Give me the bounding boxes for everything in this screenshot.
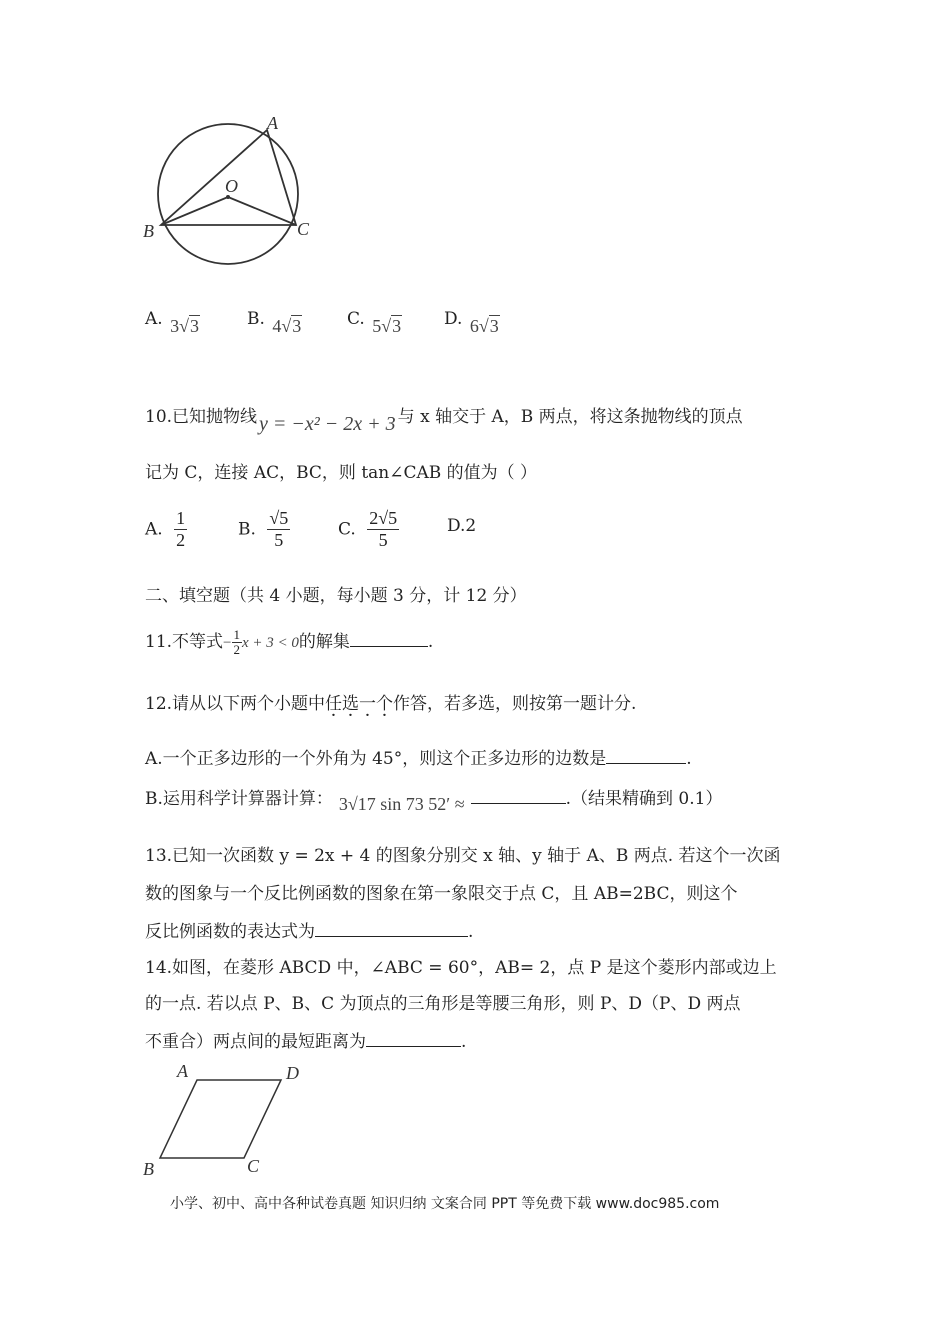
q10-option-c (338, 508, 399, 551)
frac-den: 2 (176, 530, 186, 550)
rhombus-abcd (160, 1080, 281, 1158)
q9-option-d: D. 6√3 (444, 309, 499, 336)
q11-answer-blank[interactable] (350, 628, 428, 647)
q12-suffix: 作答，若多选，则按第一题计分. (393, 694, 637, 714)
circle-figure (135, 105, 325, 280)
q11-suffix: 的解集 (298, 632, 350, 652)
radicand: 3 (489, 316, 499, 336)
q13-line2: 数的图象与一个反比例函数的图象在第一象限交于点 C，且 AB=2BC，则这个 (145, 884, 738, 904)
q12-b-formula: 3√17 sin 73 52′ ≈ (338, 794, 465, 814)
q10-formula: y = −x² − 2x + 3 (259, 413, 396, 435)
option-key: B. (238, 519, 256, 540)
q12-b-suffix: .（结果精确到 0.1） (565, 789, 723, 809)
q10-line1 (145, 404, 743, 435)
q14-line1: 14.如图，在菱形 ABCD 中，∠ABC = 60°，AB= 2，点 P 是这个菱形内部或边上 (145, 958, 777, 978)
q12-b-answer-blank[interactable] (471, 785, 566, 804)
q12-a-answer-blank[interactable] (606, 745, 686, 764)
q13-line3-text: 反比例函数的表达式为 (145, 922, 315, 942)
q11: 11.不等式− $\frac{1}{2}$ x + 3 < 0的解集 . (145, 627, 434, 657)
frac-den: 5 (274, 530, 284, 550)
q12-a: A.一个正多边形的一个外角为 45°，则这个正多边形的边数是 . (145, 745, 692, 771)
option-key: D. (444, 309, 463, 329)
q10-line2: 记为 C，连接 AC，BC，则 tan∠CAB 的值为（ ） (145, 463, 538, 483)
frac-num: √5 (269, 508, 289, 528)
q9-option-a: A. 3√3 (145, 309, 199, 336)
q12-a-text: A.一个正多边形的一个外角为 45°，则这个正多边形的边数是 (145, 749, 607, 769)
label-c: C (247, 1156, 260, 1176)
q10-prefix: 10.已知抛物线 (145, 407, 258, 427)
emph-char: 选 (342, 694, 360, 714)
q11-end: . (427, 632, 434, 652)
label-c: C (297, 219, 310, 239)
q12-b-prefix: B.运用科学计算器计算： (145, 789, 333, 809)
q13-line1: 13.已知一次函数 y = 2x + 4 的图象分别交 x 轴、y 轴于 A、B 两点. 若这个一次函 (145, 846, 781, 866)
radicand: 3 (392, 316, 402, 336)
q11-frac-num: 1 (233, 627, 241, 642)
q12-prefix: 12.请从以下两个小题中 (145, 694, 326, 714)
q11-prefix: 11.不等式 (145, 632, 224, 652)
label-a: A (267, 113, 278, 133)
frac-den: 5 (378, 530, 388, 550)
label-d: D (286, 1063, 299, 1083)
option-key: A. (145, 309, 163, 329)
q9-option-c: C. 5√3 (347, 309, 402, 336)
label-o: O (225, 176, 238, 196)
coef: 6 (469, 316, 479, 336)
q10-option-d: D.2 (447, 516, 477, 536)
emph-char: 一 (359, 694, 377, 714)
segment-oc (228, 197, 296, 225)
q9-option-b: B. 4√3 (247, 309, 302, 336)
option-key: B. (247, 309, 265, 329)
q13-answer-blank[interactable] (315, 918, 468, 937)
q14-line3-text: 不重合）两点间的最短距离为 (145, 1032, 366, 1052)
frac-num: 1 (176, 508, 186, 528)
label-b: B (143, 1159, 154, 1179)
coef: 5 (372, 316, 382, 336)
segment-ob (161, 197, 228, 225)
q14-line3: 不重合）两点间的最短距离为 . (145, 1028, 466, 1054)
label-a: A (177, 1061, 188, 1081)
label-b: B (143, 221, 154, 241)
q10-option-b (238, 508, 290, 551)
coef: 3 (170, 316, 180, 336)
radicand: 3 (292, 316, 302, 336)
q11-tail: x + 3 < 0 (242, 635, 299, 651)
q12-b (145, 785, 723, 814)
footer-text: 小学、初中、高中各种试卷真题 知识归纳 文案合同 PPT 等免费下载 www.doc985.com (170, 1196, 720, 1212)
frac-num: 2√5 (369, 508, 398, 528)
option-key: C. (347, 309, 365, 329)
q11-frac-den: 2 (233, 642, 241, 657)
q10-suffix: 与 x 轴交于 A，B 两点，将这条抛物线的顶点 (397, 407, 743, 427)
q13-line3: 反比例函数的表达式为 . (145, 918, 473, 944)
q10-option-a (145, 508, 187, 551)
rhombus-figure (140, 1058, 320, 1183)
q14-line2: 的一点. 若以点 P、B、C 为顶点的三角形是等腰三角形，则 P、D（P、D 两点 (145, 994, 741, 1014)
section2-heading: 二、填空题（共 4 小题，每小题 3 分，计 12 分） (145, 586, 527, 606)
option-key: A. (145, 519, 163, 540)
emph-char: 任 (325, 694, 343, 714)
emph-char: 个 (376, 694, 394, 714)
q12-line (145, 692, 636, 716)
q14-answer-blank[interactable] (366, 1028, 461, 1047)
option-key: C. (338, 519, 356, 540)
coef: 4 (272, 316, 282, 336)
radicand: 3 (189, 316, 199, 336)
